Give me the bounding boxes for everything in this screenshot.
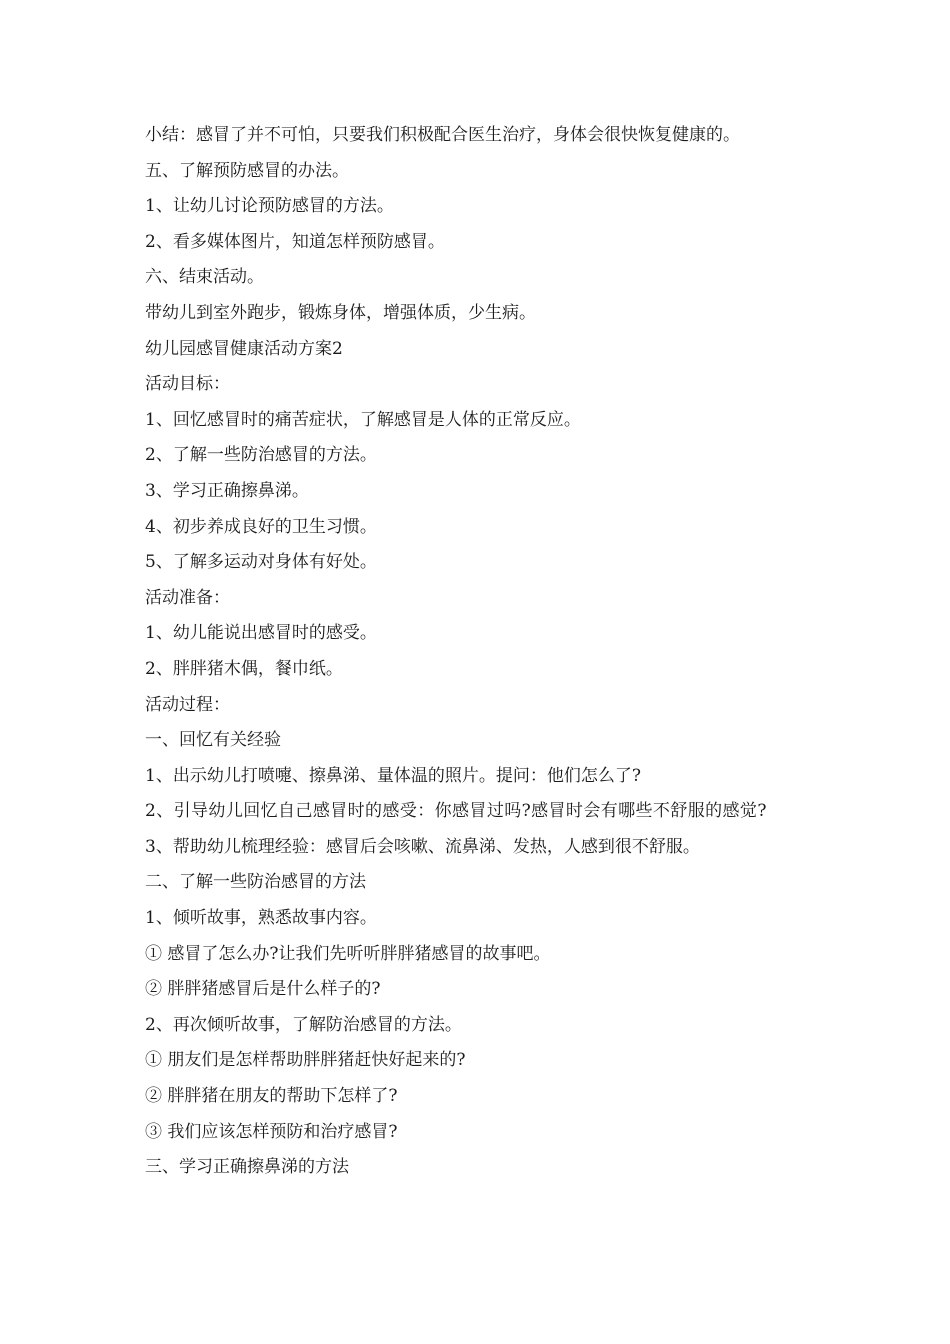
sub-item: ① 感冒了怎么办?让我们先听听胖胖猪感冒的故事吧。 [145,943,551,964]
section-heading: 活动目标： [145,374,230,395]
list-item: 3、学习正确擦鼻涕。 [145,480,309,501]
section-heading: 五、了解预防感冒的办法。 [145,160,349,181]
section-heading: 一、回忆有关经验 [145,730,281,751]
list-item: 3、帮助幼儿梳理经验：感冒后会咳嗽、流鼻涕、发热，人感到很不舒服。 [145,836,700,857]
list-item: 1、幼儿能说出感冒时的感受。 [145,623,377,644]
list-item: 5、了解多运动对身体有好处。 [145,552,377,573]
sub-item: ③ 我们应该怎样预防和治疗感冒? [145,1121,398,1142]
list-item: 4、初步养成良好的卫生习惯。 [145,516,377,537]
list-item: 2、引导幼儿回忆自己感冒时的感受：你感冒过吗?感冒时会有哪些不舒服的感觉? [145,801,767,822]
section-heading: 二、了解一些防治感冒的方法 [145,872,366,893]
list-item: 2、再次倾听故事，了解防治感冒的方法。 [145,1014,462,1035]
sub-item: ② 胖胖猪在朋友的帮助下怎样了? [145,1086,398,1107]
sub-item: ② 胖胖猪感冒后是什么样子的? [145,979,381,1000]
summary-line: 小结：感冒了并不可怕，只要我们积极配合医生治疗，身体会很快恢复健康的。 [145,125,740,145]
list-item: 2、胖胖猪木偶，餐巾纸。 [145,658,343,679]
document-body [145,118,815,1186]
list-item: 1、让幼儿讨论预防感冒的方法。 [145,196,394,217]
list-item: 1、回忆感冒时的痛苦症状，了解感冒是人体的正常反应。 [145,409,581,430]
list-item: 1、倾听故事，熟悉故事内容。 [145,908,377,929]
paragraph: 带幼儿到室外跑步，锻炼身体，增强体质，少生病。 [145,302,536,323]
section-heading: 六、结束活动。 [145,267,264,288]
list-item: 2、看多媒体图片，知道怎样预防感冒。 [145,231,445,252]
section-heading: 三、学习正确擦鼻涕的方法 [145,1157,349,1178]
list-item: 2、了解一些防治感冒的方法。 [145,445,377,466]
plan-title: 幼儿园感冒健康活动方案2 [145,338,343,359]
section-heading: 活动过程： [145,694,230,715]
sub-item: ① 朋友们是怎样帮助胖胖猪赶快好起来的? [145,1050,466,1071]
list-item: 1、出示幼儿打喷嚏、擦鼻涕、量体温的照片。提问：他们怎么了? [145,765,641,786]
section-heading: 活动准备： [145,587,230,608]
